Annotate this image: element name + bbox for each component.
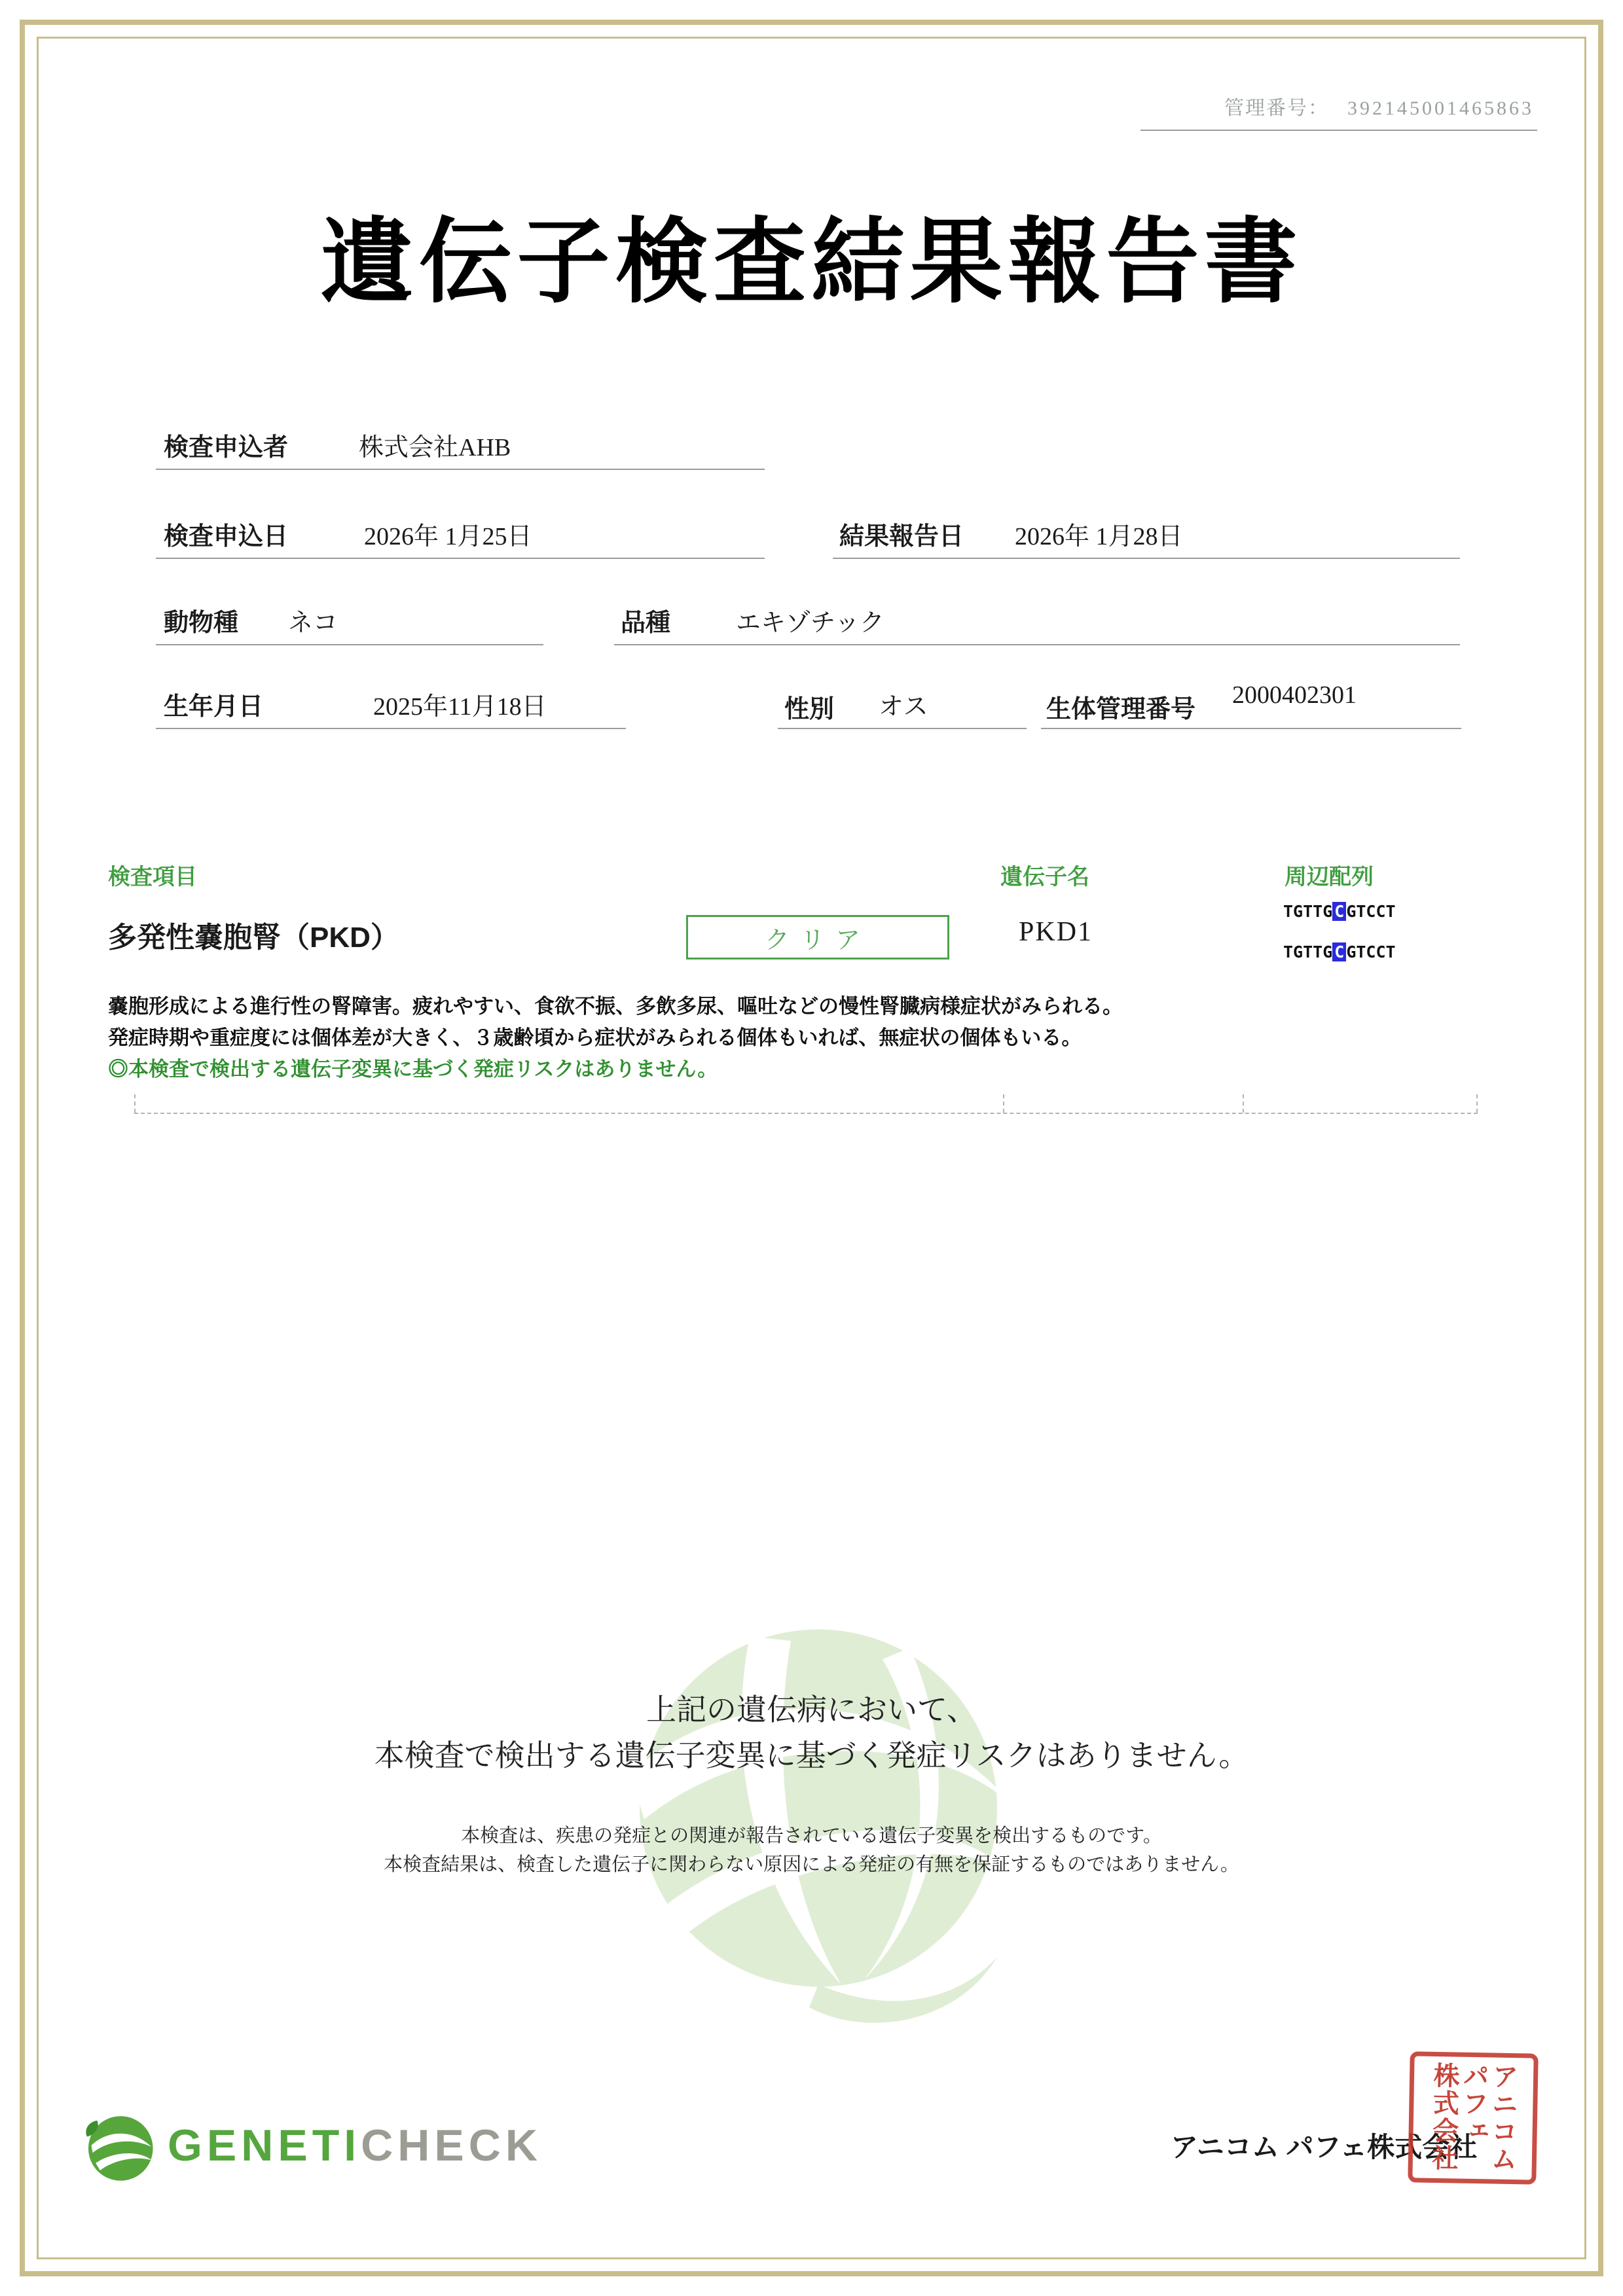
seal-line: パフェ [1458,2062,1489,2145]
seal-line: アニコム [1487,2062,1519,2174]
logo-text-check: CHECK [361,2121,542,2170]
breed-value: エキゾチック [736,609,884,637]
table-divider-right [1476,1094,1478,1113]
table-divider-gene [1003,1094,1004,1113]
animal-id-label: 生体管理番号 [1046,696,1196,723]
company-seal-text [1428,2062,1519,2174]
seal-line: 株式会社 [1428,2061,1460,2172]
sex-label: 性別 [784,696,835,723]
applicant-value: 株式会社AHB [359,434,511,461]
apply-date-value: 2026年 1月25日 [364,523,532,550]
summary-note1: 本検査は、疾患の発症との関連が報告されている遺伝子変異を検出するものです。 [461,1825,1162,1846]
table-divider-left [134,1094,136,1113]
sequence-variant: C [1332,902,1346,921]
sequence-row-1 [1283,902,1396,921]
breed-label: 品種 [621,609,671,637]
disease-description-line2: 発症時期や重症度には個体差が大きく、３歳齢頃から症状がみられる個体もいれば、無症状の個体もいる。 [108,1026,1082,1049]
sequence-suffix: GTCCT [1346,902,1396,921]
breed-underline [614,644,1460,645]
geneticheck-logo-icon [82,2109,156,2182]
summary-note2: 本検査結果は、検査した遺伝子に関わらない原因による発症の有無を保証するものではありません。 [384,1854,1239,1875]
table-divider-sequence [1243,1094,1244,1113]
disease-description-line1: 嚢胞形成による進行性の腎障害。疲れやすい、食欲不振、多飲多尿、嘔吐などの慢性腎臓病様症状がみられる。 [108,995,1123,1018]
test-item-header: 検査項目 [108,865,197,889]
geneticheck-logo-text [168,2120,542,2171]
company-name: アニコム パフェ株式会社 [1171,2133,1478,2163]
summary-line1: 上記の遺伝病において、 [646,1693,977,1727]
table-bottom-dashed-line [134,1113,1478,1114]
report-date-label: 結果報告日 [839,523,964,550]
management-number-underline [1140,130,1537,131]
applicant-label: 検査申込者 [164,434,289,461]
dna-globe-watermark [576,1590,1061,2049]
birth-date-value: 2025年11月18日 [373,693,547,721]
birth-date-label: 生年月日 [164,693,264,721]
sex-value: オス [879,693,928,721]
report-date-value: 2026年 1月28日 [1015,523,1183,550]
geneticheck-logo [82,2109,542,2182]
management-number-label: 管理番号： [1224,98,1329,119]
species-value: ネコ [288,609,338,637]
sequence-row-2 [1283,942,1396,961]
sequence-suffix: GTCCT [1346,942,1396,961]
management-number-row [1224,92,1534,120]
result-status-label: クリア [764,926,871,954]
apply-date-underline [156,558,765,559]
species-underline [156,644,543,645]
gene-name-value: PKD1 [1019,917,1093,947]
page-title: 遺伝子検査結果報告書 [320,211,1303,314]
company-seal-stamp [1408,2051,1538,2184]
sequence-variant: C [1332,942,1346,961]
applicant-underline [156,469,765,470]
sequence-prefix: TGTTG [1283,902,1333,921]
summary-line2: 本検査で検出する遺伝子変異に基づく発症リスクはありません。 [374,1738,1249,1772]
apply-date-label: 検査申込日 [164,523,289,550]
gene-name-header: 遺伝子名 [1000,865,1089,889]
species-label: 動物種 [164,609,239,637]
sequence-prefix: TGTTG [1283,942,1333,961]
logo-text-geneti: GENETI [168,2121,361,2170]
sequence-header: 周辺配列 [1285,865,1374,889]
sex-underline [778,728,1027,729]
risk-note: ◎本検査で検出する遺伝子変異に基づく発症リスクはありません。 [108,1058,718,1081]
birth-date-underline [156,728,626,729]
result-status-box [686,915,949,960]
disease-name: 多発性嚢胞腎（PKD） [108,922,399,954]
animal-id-value: 2000402301 [1232,681,1357,709]
management-number-value: 392145001465863 [1347,98,1534,119]
animal-id-underline [1041,728,1461,729]
report-date-underline [833,558,1460,559]
